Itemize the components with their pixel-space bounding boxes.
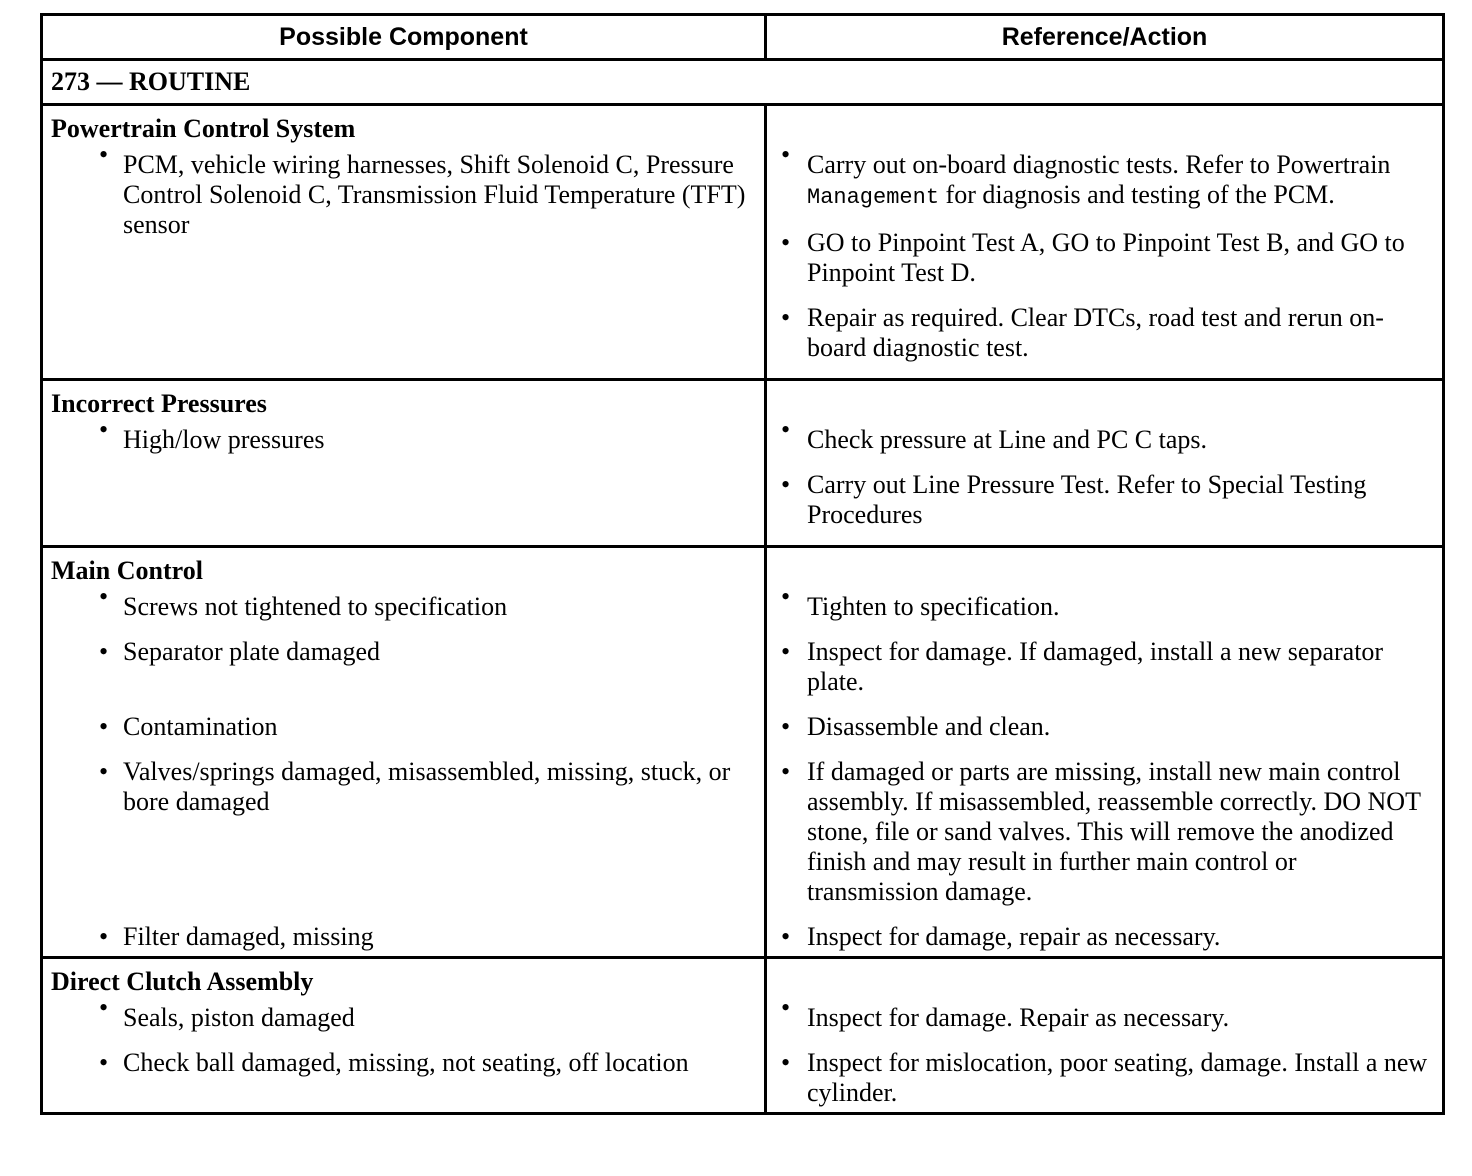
action-text: Carry out Line Pressure Test. Refer to Special Testing Procedures bbox=[807, 470, 1367, 529]
header-reference-action: Reference/Action bbox=[766, 15, 1444, 60]
list-item bbox=[767, 228, 1442, 288]
main-control-component-cell bbox=[42, 547, 766, 958]
list-item bbox=[767, 582, 1442, 622]
list-item bbox=[767, 1048, 1442, 1108]
bullet-icon: • bbox=[781, 228, 791, 257]
bullet-icon: • bbox=[781, 470, 791, 499]
section-direct-clutch bbox=[42, 958, 1444, 1114]
action-text: If damaged or parts are missing, install new main control assembly. If misassembled, reassemble correctly. DO NOT stone, file or sand valves. This will remove the anodized finish and may result in further main control or transmission damage. bbox=[807, 757, 1421, 906]
powertrain-action-cell bbox=[766, 105, 1444, 380]
component-text: Check ball damaged, missing, not seating, off location bbox=[123, 1048, 689, 1077]
header-possible-component: Possible Component bbox=[42, 15, 766, 60]
routine-row bbox=[42, 60, 1444, 105]
list-item bbox=[767, 303, 1442, 363]
bullet-icon: • bbox=[781, 303, 791, 332]
component-text: Filter damaged, missing bbox=[123, 922, 374, 951]
action-text: Inspect for damage, repair as necessary. bbox=[807, 922, 1221, 951]
action-text: GO to Pinpoint Test A, GO to Pinpoint Test B, and GO to Pinpoint Test D. bbox=[807, 228, 1405, 287]
section-title: Incorrect Pressures bbox=[51, 389, 267, 418]
component-text: Seals, piston damaged bbox=[123, 1003, 355, 1032]
section-title: Powertrain Control System bbox=[51, 114, 356, 143]
action-text: Tighten to specification. bbox=[807, 592, 1060, 621]
list-item bbox=[43, 712, 764, 742]
routine-label: 273 — ROUTINE bbox=[42, 60, 1444, 105]
list-item bbox=[43, 922, 764, 952]
list-item bbox=[767, 712, 1442, 742]
bullet-icon: • bbox=[99, 757, 109, 786]
action-text: Carry out on-board diagnostic tests. Refer to Powertrain bbox=[807, 150, 1391, 179]
bullet-icon: • bbox=[781, 757, 791, 786]
list-item bbox=[767, 993, 1442, 1033]
list-item bbox=[767, 470, 1442, 530]
bullet-icon: • bbox=[99, 712, 109, 741]
action-text: for diagnosis and testing of the PCM. bbox=[945, 180, 1335, 209]
pressures-component-cell bbox=[42, 380, 766, 547]
list-item bbox=[767, 757, 1442, 907]
diagnosis-table bbox=[40, 13, 1445, 1115]
section-powertrain bbox=[42, 105, 1444, 380]
bullet-icon: • bbox=[781, 993, 791, 1022]
section-main-control bbox=[42, 547, 1444, 958]
component-text: Contamination bbox=[123, 712, 278, 741]
powertrain-component-cell bbox=[42, 105, 766, 380]
pressures-action-cell bbox=[766, 380, 1444, 547]
list-item bbox=[43, 582, 764, 622]
section-pressures bbox=[42, 380, 1444, 547]
bullet-icon: • bbox=[781, 712, 791, 741]
bullet-icon: • bbox=[99, 922, 109, 951]
bullet-icon: • bbox=[781, 637, 791, 666]
bullet-icon: • bbox=[99, 993, 109, 1022]
bullet-icon: • bbox=[781, 922, 791, 951]
bullet-icon: • bbox=[99, 637, 109, 666]
component-text: PCM, vehicle wiring harnesses, Shift Solenoid C, Pressure Control Solenoid C, Transmission Fluid Temperature (TFT) sensor bbox=[123, 150, 746, 239]
list-item bbox=[43, 637, 764, 697]
action-text: Inspect for damage. Repair as necessary. bbox=[807, 1003, 1230, 1032]
bullet-icon: • bbox=[99, 1048, 109, 1077]
bullet-icon: • bbox=[99, 415, 109, 444]
list-item bbox=[767, 922, 1442, 952]
list-item bbox=[767, 415, 1442, 455]
list-item bbox=[43, 140, 764, 240]
action-reference: Management bbox=[807, 185, 940, 210]
direct-clutch-action-cell bbox=[766, 958, 1444, 1114]
component-text: Valves/springs damaged, misassembled, missing, stuck, or bore damaged bbox=[123, 757, 731, 816]
bullet-icon: • bbox=[99, 140, 109, 169]
action-text: Inspect for mislocation, poor seating, damage. Install a new cylinder. bbox=[807, 1048, 1428, 1107]
list-item bbox=[767, 140, 1442, 213]
list-item bbox=[767, 637, 1442, 697]
list-item bbox=[43, 415, 764, 455]
list-item bbox=[43, 993, 764, 1033]
section-title: Main Control bbox=[51, 556, 203, 585]
direct-clutch-component-cell bbox=[42, 958, 766, 1114]
bullet-icon: • bbox=[781, 140, 791, 169]
bullet-icon: • bbox=[99, 582, 109, 611]
action-text: Check pressure at Line and PC C taps. bbox=[807, 425, 1208, 454]
main-control-action-cell bbox=[766, 547, 1444, 958]
component-text: Screws not tightened to specification bbox=[123, 592, 508, 621]
action-text: Inspect for damage. If damaged, install a new separator plate. bbox=[807, 637, 1384, 696]
action-text: Disassemble and clean. bbox=[807, 712, 1051, 741]
list-item bbox=[43, 1048, 764, 1078]
bullet-icon: • bbox=[781, 1048, 791, 1077]
header-row bbox=[42, 15, 1444, 60]
diagnosis-table-sheet bbox=[40, 13, 1442, 1115]
bullet-icon: • bbox=[781, 582, 791, 611]
component-text: Separator plate damaged bbox=[123, 637, 380, 666]
section-title: Direct Clutch Assembly bbox=[51, 967, 314, 996]
component-text: High/low pressures bbox=[123, 425, 325, 454]
list-item bbox=[43, 757, 764, 907]
bullet-icon: • bbox=[781, 415, 791, 444]
action-text: Repair as required. Clear DTCs, road test and rerun on-board diagnostic test. bbox=[807, 303, 1384, 362]
